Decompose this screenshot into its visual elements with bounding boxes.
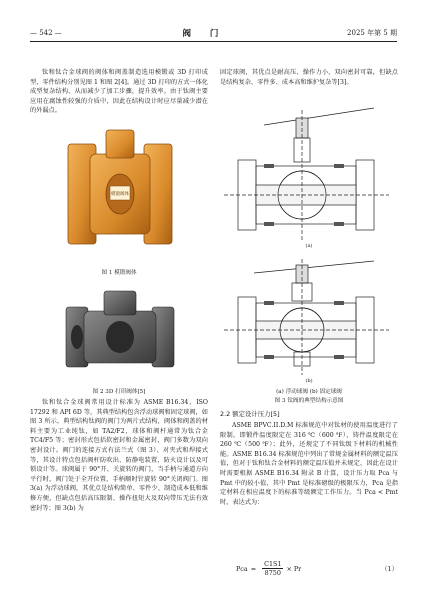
- figure-2-caption: 图 2 3D 打印阀体[5]: [92, 389, 146, 395]
- equation-fraction: [262, 560, 283, 577]
- page-header: [30, 26, 397, 40]
- right-body: [220, 421, 398, 507]
- issue-label: 2025 年第 5 期: [347, 29, 397, 37]
- figure-3-subcaption: (a) 浮动球阀 (b) 固定球阀: [276, 389, 342, 395]
- pressure-paragraph: ASME BPVC.II.D.M 标准规范中对钛材的使用温度进行了限制，即锻件温度限定在 316 ℃（600 ℉），铸件温度限定在 260 ℃（500 ℉）；此外，还规定了不同钛级下材料的机械性能。ASME B16.34 标准规范中列出了常规金属材料的额定温压值，但对于钛和钛合金材料的额定温压值并未规定，因此在设计时需要根据 ASME B16.34 附录 B 计算，设计压力取 Pca 与 Pmt 中的较小值，其中 Pmt 是标准磅级的极限压力，Pca 是指定材料在相应温度下的标准等级额定工作压力。当 Pca < Pmt 时，表达式为：: [220, 422, 398, 506]
- figure-3b-label: (b): [305, 378, 313, 384]
- equation-1: [236, 560, 398, 577]
- section-heading: 2.2 额定设计压力[5]: [220, 410, 280, 418]
- equation-number: （1）: [381, 565, 398, 573]
- figure-1-caption: 图 1 模锻阀体: [101, 270, 137, 276]
- journal-title: 阀 门: [182, 29, 227, 39]
- equation-numerator: C1S1: [264, 560, 282, 568]
- left-body: [30, 398, 208, 513]
- standards-paragraph: 钛和钛合金球阀常用设计标准为 ASME B16.34、ISO 17292 和 API 6D 等，其典型结构包含浮动球阀和固定球阀，如图 3 所示。典型结构钛阀的阀门为两片式结构，阀体和阀盖的材料主要为工业纯钛，如 TA2/F2，球体和阀杆通常为钛合金 TC4/F5 等；密封形式包括软密封和金属密封，阀门多数为双向密封设计。阀门的连接方式有法兰式（图 3）、对夹式和焊接式等，其设计特点包括阀杆防吹出、防静电装置、防火设计以及可锁设计等。球阀属于 90°开、关旋转的阀门，当手柄与通道方向平行时，阀门处于全开位置，手柄顺时针旋转 90°关闭阀门。图 3(a) 为浮动球阀，其优点是结构简单、零件少、制造成本低和维修方便，但缺点包括高压限制、操作扭矩大及双向带压无法有效密封等；图 3(b) 为: [30, 399, 208, 512]
- equation-equals: =: [250, 564, 257, 573]
- intro-paragraph: 钛和钛合金球阀的阀体和阀盖制造选用模锻或 3D 打印成型，零件结构分别见图 1 和图 2[4]。通过 3D 打印的方式一体化成型复杂结构，从而减少了加工步骤，提升效率。由于钛阀主要应用在腐蚀性较强的介质中，因此在结构设计时应尽量减少潜在的外漏点。: [30, 69, 208, 115]
- equation-lhs: Pca: [236, 564, 248, 573]
- figure-1-stamp: 模锻阀体: [111, 192, 129, 197]
- figure-3a-floating-ball-valve: [224, 100, 394, 250]
- header-rule: [30, 41, 397, 42]
- figure-3b-fixed-ball-valve: [224, 255, 394, 385]
- left-intro: [30, 68, 208, 116]
- figure-3-caption: 图 3 钛阀的典型结构示意图: [274, 398, 344, 404]
- figure-1-forged-body: [60, 124, 180, 259]
- figure-3a-label: (a): [305, 243, 313, 249]
- equation-rhs: × Pr: [286, 564, 302, 573]
- page-number: — 542 —: [30, 29, 62, 37]
- right-top: [220, 68, 398, 87]
- figure-2-3d-printed-body: [60, 285, 180, 380]
- fixed-ball-paragraph: 固定球阀，其优点是耐高压、操作力小、双向密封可靠，但缺点是结构复杂、零件多、成本高和维护复杂等[3]。: [220, 69, 398, 86]
- equation-denominator: 8750: [264, 569, 281, 577]
